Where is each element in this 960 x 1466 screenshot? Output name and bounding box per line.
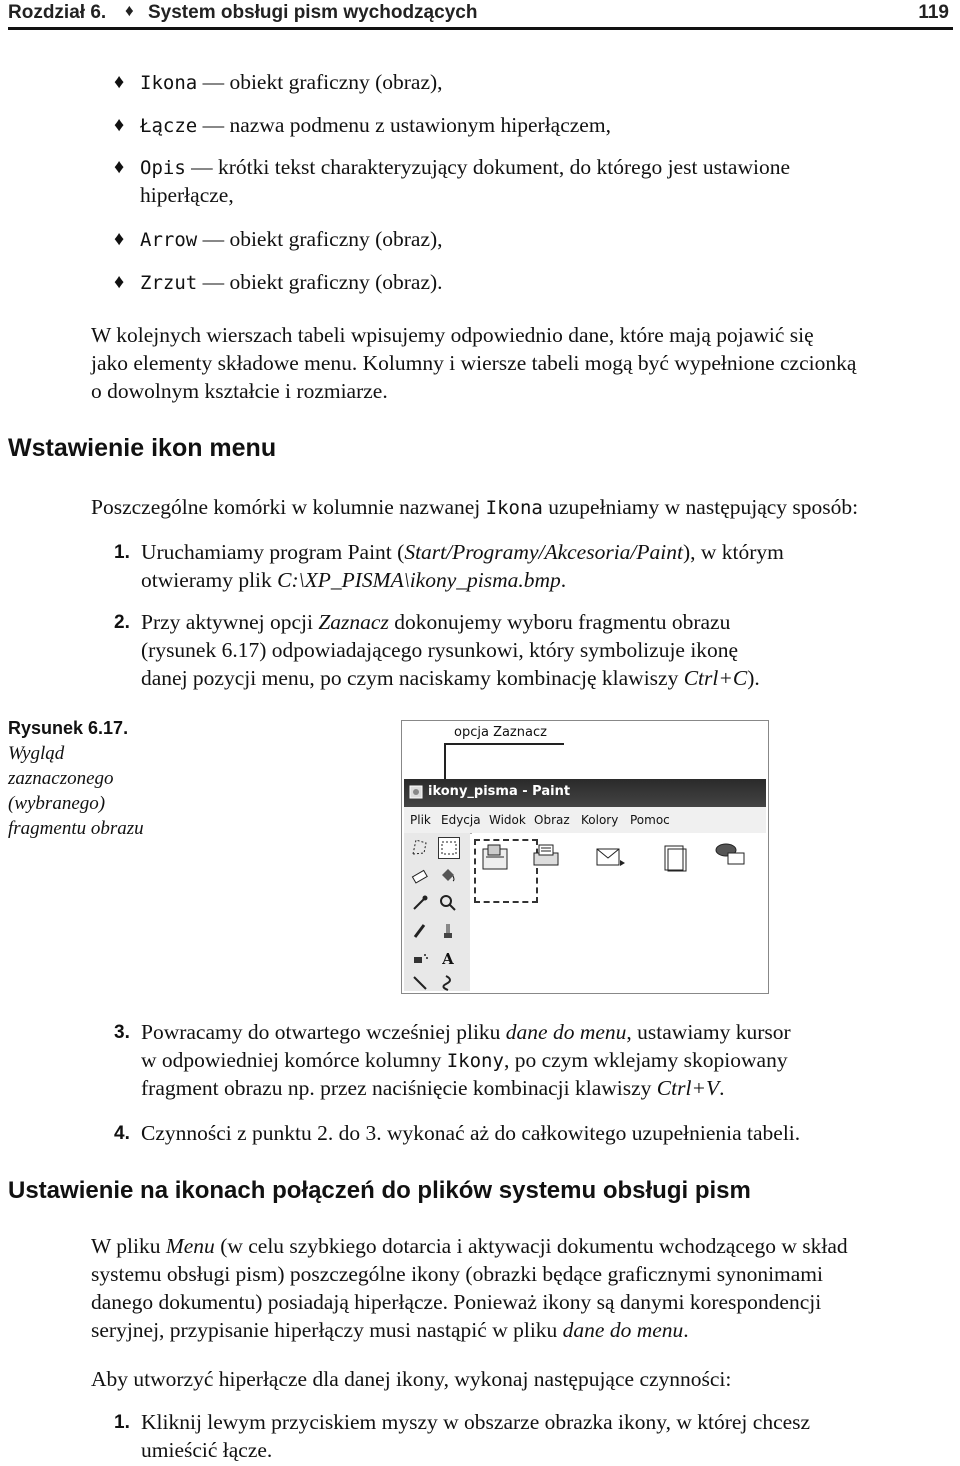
callout-line <box>444 743 564 745</box>
step-number: 1. <box>114 542 130 563</box>
menu-pomoc[interactable]: Pomoc <box>630 813 670 827</box>
figure-label: Rysunek 6.17. <box>8 718 129 738</box>
caption-line: Wygląd <box>8 743 65 764</box>
bullet-text: — krótki tekst charakteryzujący dokument, do którego jest ustawione <box>191 155 790 179</box>
diamond-icon: ♦ <box>114 271 125 293</box>
color-picker-icon[interactable] <box>410 893 430 913</box>
toolbox <box>404 833 470 991</box>
numbered-step <box>114 1408 934 1466</box>
step-text: fragment obrazu np. przez naciśnięcie kombinacji klawiszy <box>141 1076 657 1100</box>
step-text: ). <box>747 666 760 690</box>
menu-widok[interactable]: Widok <box>489 813 526 827</box>
paragraph-text: . <box>683 1318 689 1342</box>
file-path: C:\XP_PISMA\ikony_pisma.bmp <box>277 568 561 592</box>
diamond-icon: ♦ <box>125 1 134 20</box>
step-text: . <box>560 568 567 592</box>
chapter-title: System obsługi pism wychodzących <box>148 2 478 23</box>
document-icon <box>658 843 690 873</box>
brush-icon[interactable] <box>438 921 458 941</box>
paragraph-line: danego dokumentu) posiadają hiperłącze. Ponieważ ikony są danymi korespondencji <box>91 1290 822 1314</box>
intro-text: Poszczególne komórki w kolumnie nazwanej <box>91 495 481 519</box>
fill-bucket-icon[interactable] <box>438 865 458 885</box>
step-text: umieścić łącze. <box>141 1438 273 1462</box>
section-heading: Ustawienie na ikonach połączeń do plików systemu obsługi pism <box>8 1177 751 1204</box>
bullet-text-cont: hiperłącze, <box>140 183 234 207</box>
list-item <box>114 268 934 298</box>
paragraph <box>91 321 956 405</box>
numbered-step <box>114 1119 934 1149</box>
section-heading: Wstawienie ikon menu <box>8 434 277 462</box>
text-tool-icon[interactable]: A <box>442 950 454 968</box>
callout-label: opcja Zaznacz <box>454 725 547 740</box>
caption-line: (wybranego) <box>8 793 106 814</box>
paragraph <box>91 1232 956 1344</box>
shortcut: Ctrl+V <box>656 1076 720 1100</box>
magnifier-icon[interactable] <box>438 893 458 913</box>
step-text: , po czym wklejamy skopiowany <box>503 1048 788 1072</box>
window-title: ikony_pisma - Paint <box>428 784 571 799</box>
shortcut: Ctrl+C <box>683 666 748 690</box>
step-text: Powracamy do otwartego wcześniej pliku <box>141 1020 506 1044</box>
diamond-icon: ♦ <box>114 228 125 250</box>
code-term: Ikona <box>485 497 543 519</box>
step-italic: Start/Programy/Akcesoria/Paint <box>404 540 683 564</box>
paint-app-icon <box>409 785 423 799</box>
step-text: otwieramy plik <box>141 568 278 592</box>
step-text: (rysunek 6.17) odpowiadającego rysunkowi, który symbolizuje ikonę <box>141 638 739 662</box>
menu-kolory[interactable]: Kolory <box>581 813 619 827</box>
mail-stack-icon <box>714 839 746 869</box>
bullet-text: — obiekt graficzny (obraz), <box>202 227 443 251</box>
code-term: Łącze <box>140 115 198 137</box>
step-text: w odpowiedniej komórce kolumny <box>141 1048 447 1072</box>
menu-plik[interactable]: Plik <box>410 813 431 827</box>
list-item <box>114 68 934 98</box>
figure-caption <box>8 716 178 841</box>
window-titlebar[interactable] <box>404 779 766 807</box>
intro-text: uzupełniamy w następujący sposób: <box>548 495 859 519</box>
numbered-step <box>114 538 934 598</box>
list-item <box>114 153 934 211</box>
select-rectangle-icon[interactable] <box>438 837 460 859</box>
step-number: 4. <box>114 1123 130 1144</box>
free-select-icon[interactable] <box>410 837 430 857</box>
menu-bar <box>404 807 766 834</box>
diamond-icon: ♦ <box>114 114 125 136</box>
folder-icon <box>480 843 512 873</box>
step-italic: Zaznacz <box>318 610 389 634</box>
step-number: 3. <box>114 1022 130 1043</box>
paragraph-text: W pliku <box>91 1234 166 1258</box>
page-header <box>8 0 953 30</box>
step-text: danej pozycji menu, po czym naciskamy kombinację klawiszy <box>141 666 684 690</box>
code-term: Opis <box>140 157 186 179</box>
paragraph-line: systemu obsługi pism) poszczególne ikony (obrazki będące graficznymi synonimami <box>91 1262 824 1286</box>
step-number: 2. <box>114 612 130 633</box>
paragraph-text: (w celu szybkiego dotarcia i aktywacji dokumentu wchodzącego w skład <box>214 1234 848 1258</box>
curve-tool-icon[interactable] <box>438 973 458 993</box>
code-term: Zrzut <box>140 272 198 294</box>
paint-screenshot <box>401 720 769 994</box>
code-term: Arrow <box>140 229 198 251</box>
numbered-step <box>114 1018 934 1108</box>
diamond-icon: ♦ <box>114 156 125 178</box>
step-text: Uruchamiamy program Paint ( <box>141 540 405 564</box>
paragraph-line: W kolejnych wierszach tabeli wpisujemy odpowiednio dane, które mają pojawić się <box>91 323 814 347</box>
code-term: Ikona <box>140 72 198 94</box>
step-italic: dane do menu <box>505 1020 627 1044</box>
file-name: Menu <box>165 1234 215 1258</box>
pencil-icon[interactable] <box>410 921 430 941</box>
step-text: Przy aktywnej opcji <box>141 610 319 634</box>
caption-line: fragmentu obrazu <box>8 818 144 839</box>
code-term: Ikony <box>446 1050 504 1072</box>
step-number: 1. <box>114 1412 130 1433</box>
caption-line: zaznaczonego <box>8 768 114 789</box>
step-text: Kliknij lewym przyciskiem myszy w obszarze obrazka ikony, w której chcesz <box>141 1410 811 1434</box>
menu-edycja[interactable]: Edycja <box>441 813 481 827</box>
list-item <box>114 111 934 141</box>
step-text: ), w którym <box>682 540 784 564</box>
chapter-label: Rozdział 6. <box>8 2 107 23</box>
section-intro <box>91 493 956 522</box>
step-text: dokonujemy wyboru fragmentu obrazu <box>388 610 731 634</box>
step-text: . <box>719 1076 725 1100</box>
page-number: 119 <box>918 2 949 23</box>
step-text: Czynności z punktu 2. do 3. wykonać aż do całkowitego uzupełnienia tabeli. <box>141 1121 801 1145</box>
bullet-text: — obiekt graficzny (obraz), <box>202 70 443 94</box>
paragraph-line: o dowolnym kształcie i rozmiarze. <box>91 379 388 403</box>
bullet-text: — obiekt graficzny (obraz). <box>202 270 443 294</box>
line-tool-icon[interactable] <box>410 973 430 993</box>
header-rule <box>8 27 953 30</box>
bullet-text: — nazwa podmenu z ustawionym hiperłączem, <box>202 113 611 137</box>
paragraph: Aby utworzyć hiperłącze dla danej ikony, wykonaj następujące czynności: <box>91 1367 732 1391</box>
envelope-icon <box>594 843 626 873</box>
paragraph-text: seryjnej, przypisanie hiperłączy musi nastąpić w pliku <box>91 1318 563 1342</box>
printer-icon <box>530 843 562 873</box>
list-item <box>114 225 934 255</box>
menu-obraz[interactable]: Obraz <box>534 813 570 827</box>
step-text: , ustawiamy kursor <box>626 1020 791 1044</box>
paragraph-line: jako elementy składowe menu. Kolumny i wiersze tabeli mogą być wypełnione czcionką <box>91 351 857 375</box>
diamond-icon: ♦ <box>114 71 125 93</box>
numbered-step <box>114 608 934 698</box>
airbrush-icon[interactable] <box>410 949 430 969</box>
eraser-icon[interactable] <box>410 865 430 885</box>
file-name: dane do menu <box>562 1318 684 1342</box>
